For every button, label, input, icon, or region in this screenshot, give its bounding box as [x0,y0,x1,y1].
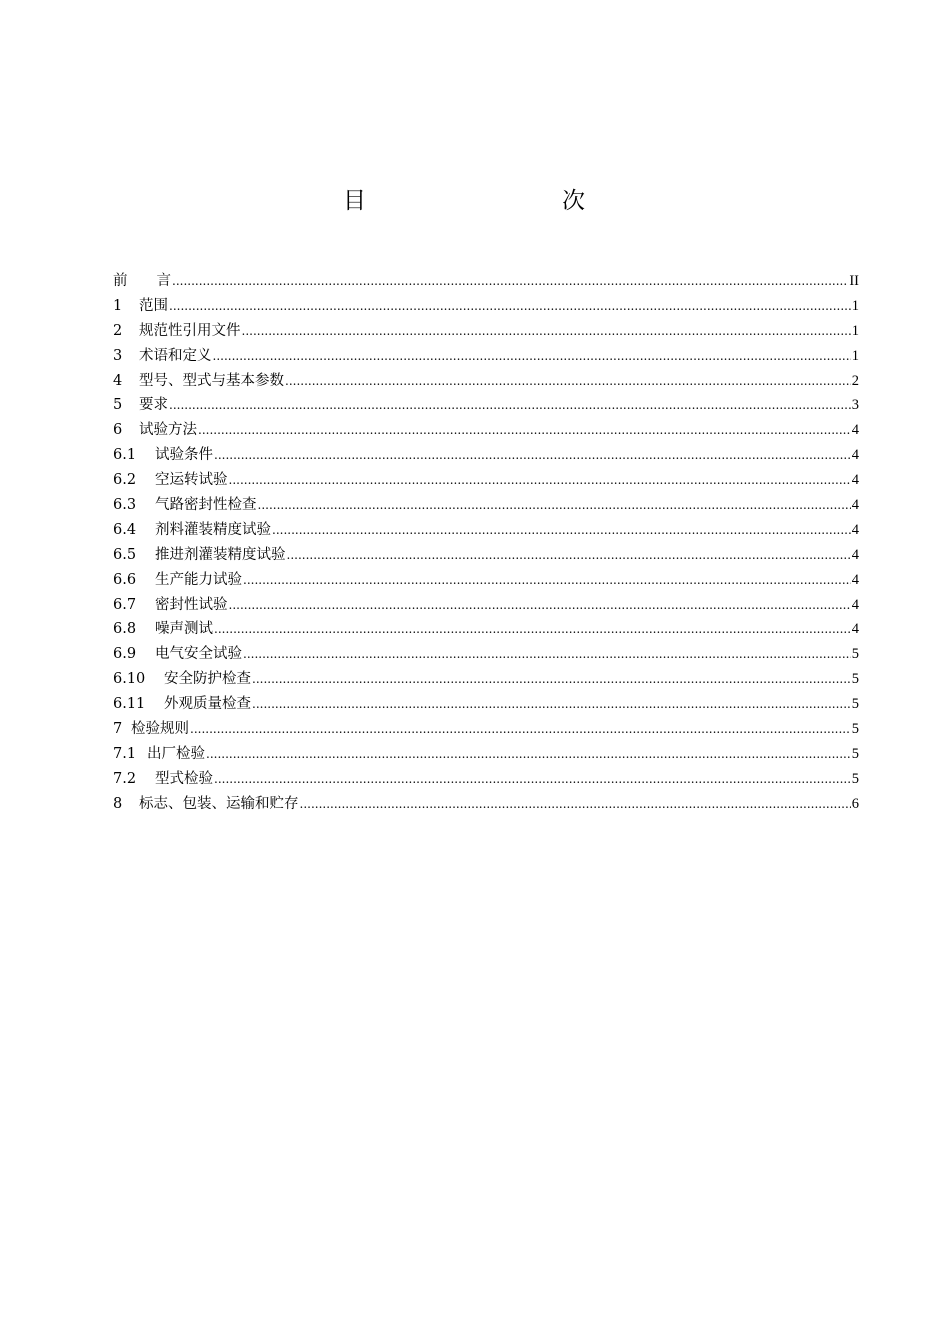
toc-leader-dots [169,296,851,316]
toc-entry-title: 试验条件 [155,447,213,464]
toc-entry-page: 2 [851,372,859,389]
toc-entry-title: 前 言 [113,273,171,289]
toc-entry[interactable] [113,445,859,470]
toc-entry-number: 6.8 [113,621,137,638]
toc-entry-title: 术语和定义 [139,347,212,364]
toc-entry-page: 5 [851,721,859,738]
toc-entry-page: 4 [851,571,859,588]
toc-entry[interactable] [113,420,859,445]
toc-entry-page: 1 [851,347,859,364]
toc-entry-page: 4 [851,447,859,464]
toc-entry[interactable] [113,694,859,719]
toc-leader-dots [252,694,851,714]
toc-leader-dots [214,445,851,465]
toc-entry-title: 生产能力试验 [155,571,242,588]
toc-entry-page: 4 [851,422,859,439]
toc-entry-page: 1 [851,297,859,314]
toc-leader-dots [252,669,851,689]
toc-entry-title: 气路密封性检查 [155,497,257,514]
toc-entry-title: 范围 [139,297,168,314]
toc-entry-page: 4 [851,472,859,489]
toc-entry-page: 4 [851,596,859,613]
toc-entry-page: 3 [851,397,859,414]
toc-leader-dots [287,545,851,565]
toc-entry-title: 试验方法 [139,422,197,439]
toc-entry[interactable] [113,520,859,545]
toc-leader-dots [243,644,851,664]
toc-entry[interactable] [113,769,859,794]
toc-entry-number: 7 [113,721,123,738]
toc-leader-dots [272,520,851,540]
toc-leader-dots [198,420,851,440]
toc-entry-number: 3 [113,347,123,364]
toc-entry[interactable] [113,595,859,620]
toc-entry-page: 5 [851,696,859,713]
toc-entry-number: 4 [113,372,123,389]
toc-leader-dots [258,495,851,515]
toc-leader-dots [190,719,851,739]
toc-entry-title: 空运转试验 [155,472,228,489]
toc-entry-number: 6.4 [113,521,137,538]
toc-entry-number: 6.3 [113,497,137,514]
toc-entry[interactable] [113,470,859,495]
table-of-contents [113,271,859,819]
toc-entry[interactable] [113,495,859,520]
toc-entry-title: 密封性试验 [155,596,228,613]
toc-entry-title: 型式检验 [155,770,213,787]
toc-entry[interactable] [113,719,859,744]
toc-entry-page: 5 [851,671,859,688]
toc-leader-dots [172,271,848,291]
toc-leader-dots [243,570,851,590]
toc-entry[interactable] [113,545,859,570]
toc-entry-title: 电气安全试验 [155,646,242,663]
toc-entry[interactable] [113,570,859,595]
toc-entry-number: 5 [113,397,123,414]
toc-leader-dots [242,321,851,341]
toc-entry-page: 5 [851,770,859,787]
toc-entry-title: 推进剂灌装精度试验 [155,546,286,563]
toc-entry-title: 规范性引用文件 [139,322,241,339]
toc-leader-dots [229,595,851,615]
toc-entry[interactable] [113,271,859,296]
toc-entry-page: 4 [851,546,859,563]
toc-entry-page: 5 [851,646,859,663]
toc-entry-number: 6 [113,422,123,439]
toc-leader-dots [206,744,851,764]
toc-leader-dots [300,794,851,814]
toc-entry[interactable] [113,321,859,346]
toc-entry-page: 4 [851,621,859,638]
toc-entry-page: II [849,273,859,289]
toc-entry-title: 噪声测试 [155,621,213,638]
toc-entry[interactable] [113,669,859,694]
toc-leader-dots [229,470,851,490]
toc-entry[interactable] [113,296,859,321]
toc-entry-title: 外观质量检查 [164,696,251,713]
toc-leader-dots [285,371,851,391]
toc-entry-title: 标志、包装、运输和贮存 [139,795,299,812]
toc-leader-dots [214,769,851,789]
toc-entry-number: 6.11 [113,696,146,713]
toc-leader-dots [214,619,851,639]
toc-entry-title: 要求 [139,397,168,414]
toc-entry[interactable] [113,619,859,644]
toc-entry-number: 7.1 [113,745,137,762]
toc-entry-title: 出厂检验 [147,745,205,762]
toc-entry-number: 6.2 [113,472,137,489]
toc-entry[interactable] [113,794,859,819]
toc-entry[interactable] [113,644,859,669]
toc-entry-page: 5 [851,745,859,762]
toc-entry-page: 4 [851,497,859,514]
toc-entry-number: 6.1 [113,447,137,464]
toc-entry-page: 1 [851,322,859,339]
toc-entry-title: 检验规则 [131,721,189,738]
toc-entry-number: 6.10 [113,671,146,688]
page-title: 目 次 [343,188,635,214]
toc-entry-title: 安全防护检查 [164,671,251,688]
toc-entry-title: 型号、型式与基本参数 [139,372,284,389]
toc-entry[interactable] [113,395,859,420]
toc-entry-title: 剂料灌装精度试验 [155,521,271,538]
toc-entry-number: 6.7 [113,596,137,613]
toc-entry[interactable] [113,744,859,769]
toc-entry[interactable] [113,371,859,396]
toc-entry-number: 6.6 [113,571,137,588]
toc-entry-number: 8 [113,795,123,812]
toc-leader-dots [213,346,851,366]
toc-entry-number: 6.5 [113,546,137,563]
toc-entry-page: 6 [851,795,859,812]
toc-entry-number: 1 [113,297,123,314]
toc-entry-number: 6.9 [113,646,137,663]
toc-leader-dots [169,395,851,415]
toc-entry-number: 7.2 [113,770,137,787]
toc-entry[interactable] [113,346,859,371]
toc-entry-number: 2 [113,322,123,339]
toc-entry-page: 4 [851,521,859,538]
